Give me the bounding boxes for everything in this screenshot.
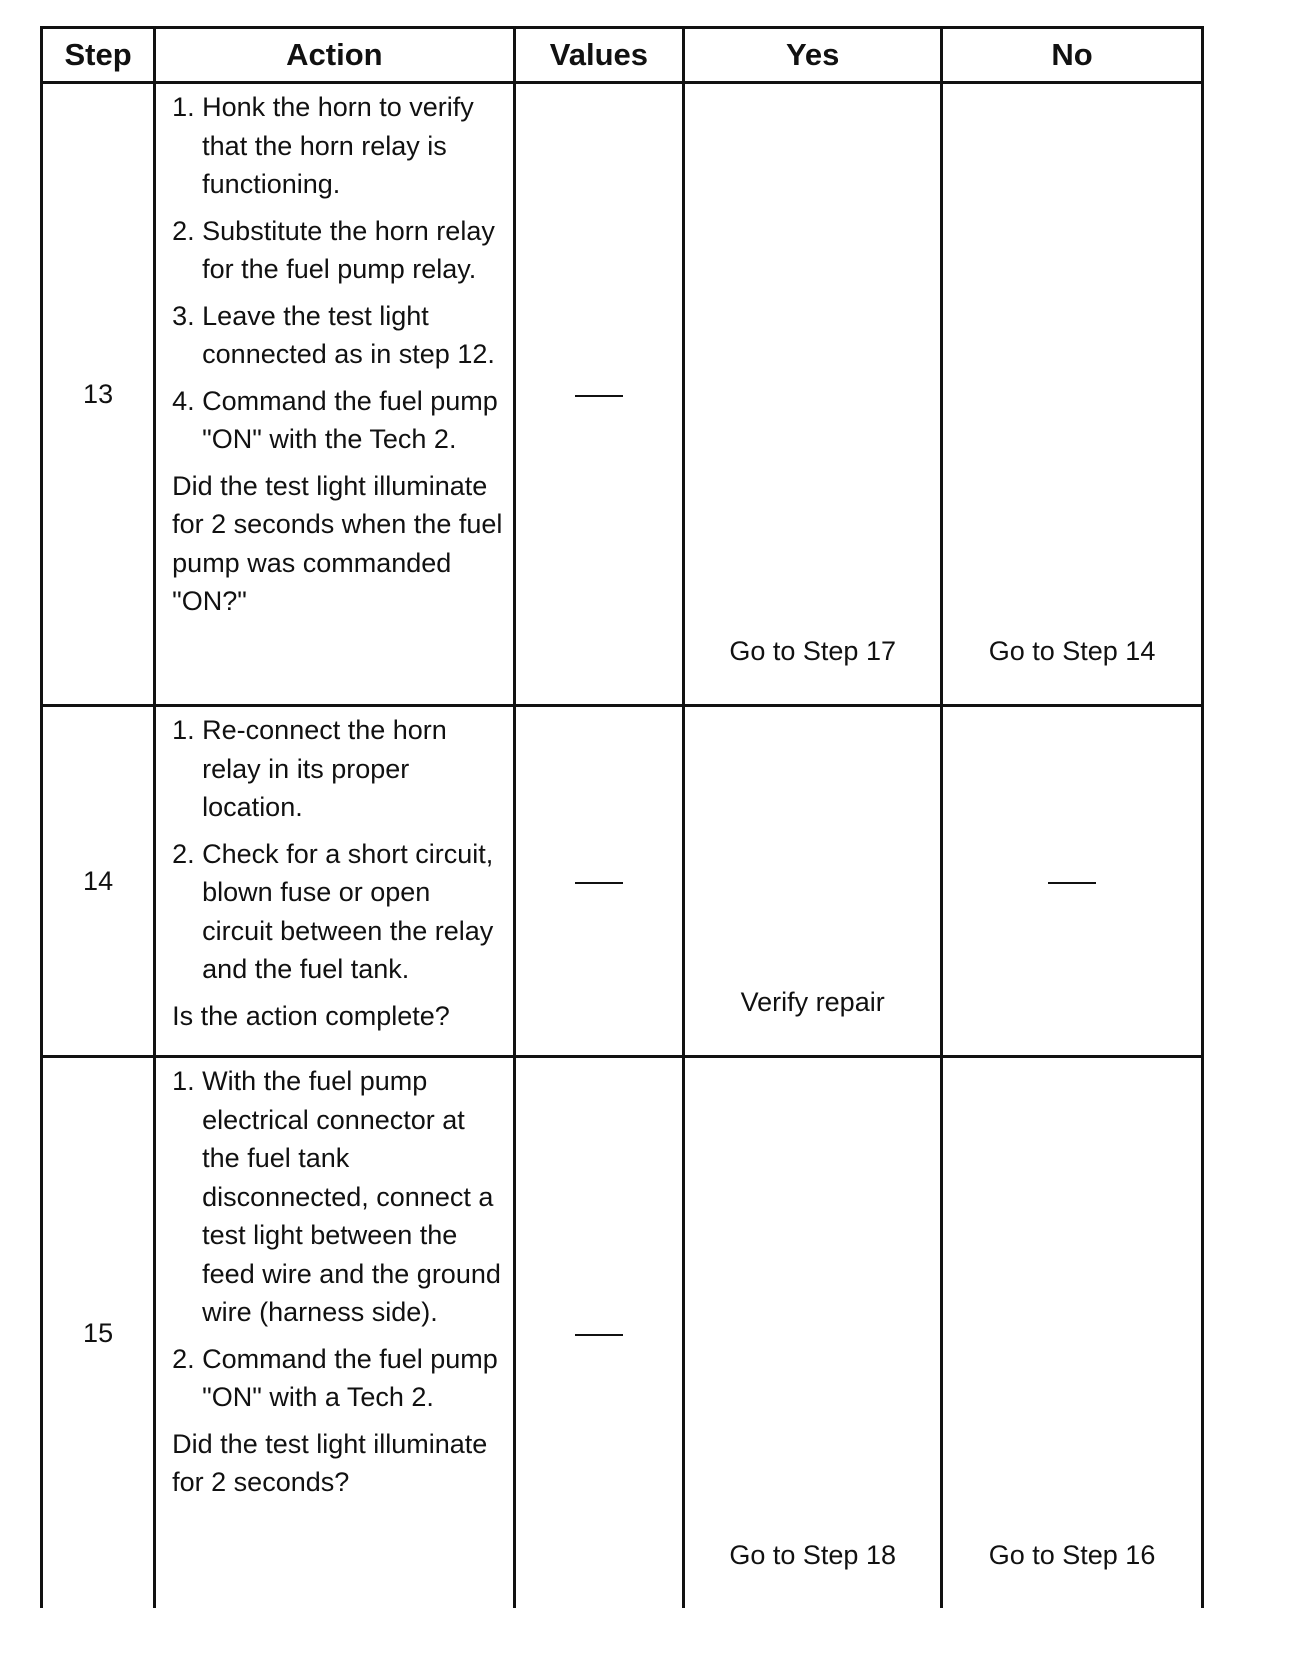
no-dash xyxy=(1048,882,1096,884)
question-text: Did the test light illuminate for 2 seconds? xyxy=(172,1428,488,1497)
item-text: Command the fuel pump "ON" with a Tech 2. xyxy=(202,1343,498,1412)
item-number: 2. xyxy=(172,1343,195,1374)
values-cell xyxy=(514,706,684,1057)
values-cell xyxy=(514,1057,684,1609)
no-outcome: Go to Step 14 xyxy=(988,635,1156,666)
item-text: Check for a short circuit, blown fuse or open circuit between the relay and the fuel tank. xyxy=(202,838,494,984)
yes-cell xyxy=(684,706,942,1057)
item-number: 3. xyxy=(172,300,195,331)
list-item xyxy=(172,835,502,989)
action-cell xyxy=(155,1057,514,1609)
item-text: Substitute the horn relay for the fuel pump relay. xyxy=(202,215,495,284)
item-text: Command the fuel pump "ON" with the Tech 2. xyxy=(202,385,498,454)
yes-outcome: Verify repair xyxy=(740,986,885,1017)
no-cell xyxy=(942,83,1203,706)
yes-outcome: Go to Step 17 xyxy=(729,635,896,666)
table-row xyxy=(42,706,1203,1057)
no-cell xyxy=(942,1057,1203,1609)
item-text: Leave the test light connected as in step 12. xyxy=(202,300,495,369)
item-number: 2. xyxy=(172,838,195,869)
yes-outcome: Go to Step 18 xyxy=(729,1539,896,1570)
item-text: Honk the horn to verify that the horn relay is functioning. xyxy=(202,92,474,199)
action-list xyxy=(172,88,502,459)
header-step: Step xyxy=(42,28,155,83)
list-item xyxy=(172,88,502,204)
diagnostic-table xyxy=(40,26,1204,1608)
list-item xyxy=(172,212,502,289)
list-item xyxy=(172,1062,502,1332)
item-number: 1. xyxy=(172,92,195,122)
no-cell xyxy=(942,706,1203,1057)
values-dash xyxy=(575,882,623,884)
step-number: 14 xyxy=(42,706,155,1057)
yes-cell xyxy=(684,83,942,706)
table-row xyxy=(42,83,1203,706)
yes-cell xyxy=(684,1057,942,1609)
step-number: 15 xyxy=(42,1057,155,1609)
action-cell xyxy=(155,706,514,1057)
item-number: 2. xyxy=(172,215,195,246)
item-number: 1. xyxy=(172,1066,195,1096)
list-item xyxy=(172,382,502,459)
table-row xyxy=(42,1057,1203,1609)
list-item xyxy=(172,711,502,827)
action-list xyxy=(172,711,502,989)
item-text: With the fuel pump electrical connector at the fuel tank disconnected, connect a test light between the feed wire and the ground wire (harness side). xyxy=(202,1066,501,1327)
header-action: Action xyxy=(155,28,514,83)
step-number: 13 xyxy=(42,83,155,706)
list-item xyxy=(172,1340,502,1417)
item-number: 4. xyxy=(172,385,195,416)
header-values: Values xyxy=(514,28,684,83)
action-cell xyxy=(155,83,514,706)
no-outcome: Go to Step 16 xyxy=(988,1539,1156,1570)
values-dash xyxy=(575,395,623,397)
question-text: Is the action complete? xyxy=(172,1000,450,1031)
header-yes: Yes xyxy=(684,28,942,83)
header-row xyxy=(42,28,1203,83)
item-number: 1. xyxy=(172,715,195,745)
question-text: Did the test light illuminate for 2 seconds when the fuel pump was commanded "ON?" xyxy=(172,470,503,616)
header-no: No xyxy=(942,28,1203,83)
action-list xyxy=(172,1062,502,1417)
item-text: Re-connect the horn relay in its proper location. xyxy=(202,715,447,822)
values-cell xyxy=(514,83,684,706)
values-dash xyxy=(575,1334,623,1336)
list-item xyxy=(172,297,502,374)
